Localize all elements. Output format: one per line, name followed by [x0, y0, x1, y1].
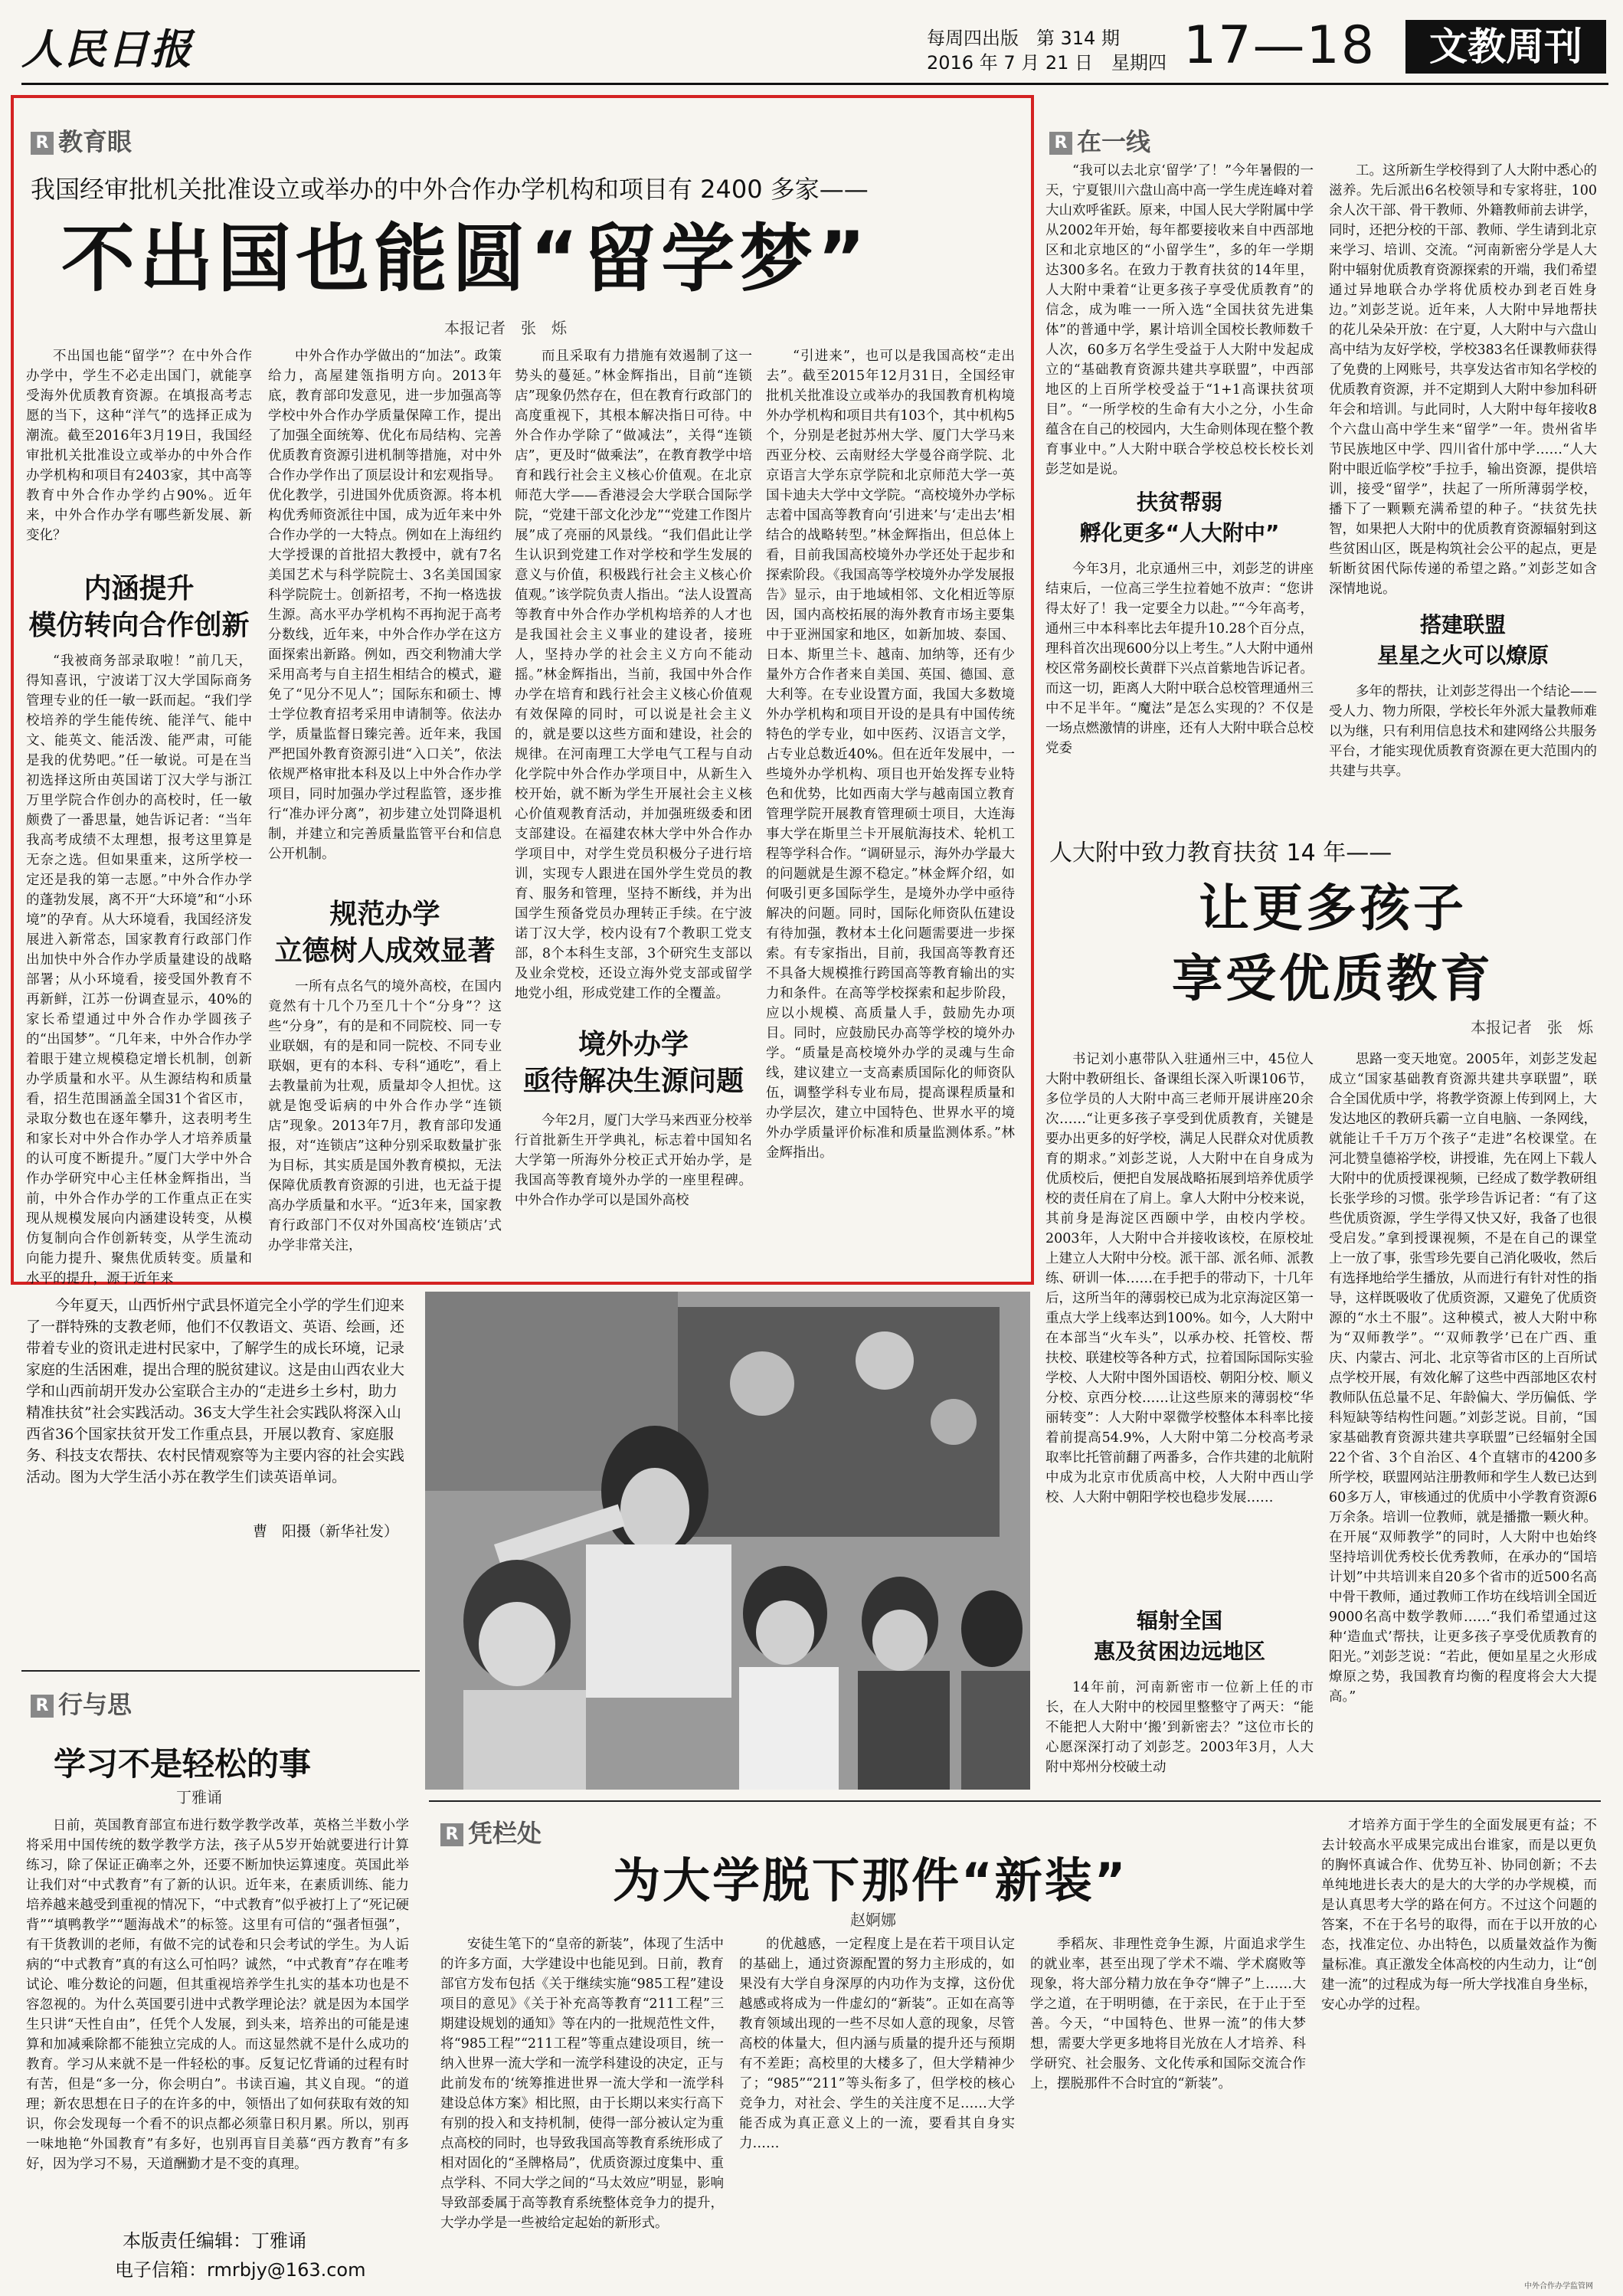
masthead-issue: 第 314 期 [1036, 28, 1120, 49]
lead-subhead-3: 境外办学 亟待解决生源问题 [522, 1029, 744, 1097]
watermark-footnote: 中外合作办学监管网 [1524, 2282, 1593, 2291]
lead-col3-body: 而且采取有力措施有效遏制了这一势头的蔓延。”林金辉指出，目前“连锁店”现象仍然存在，但在教育行政部门的高度重视下，其根本解决指日可待。中外合作办学除了“做减法”，关得“连锁店”，更及时“做乘法”，在教育教学中培育和践行社会主义核心价值观。在北京师范大学——香港浸会大学联合国际学院，“党建干部文化沙龙”“党建工作图片展”成了亮丽的风景线。“我们倡此让学生认识到党建工作对学校和学生发展的意义与价值，积极践行社会主义核心价值观。”该学院负责人指出。“法人设置高等教育中外合作办学机构培养的人才也是我国社会主义事业的建设者，接班人，坚持办学的社会主义方向不能动摇。”林金辉指出，当前，我国中外合作办学在培育和践行社会主义核心价值观有效保障的同时，可以说是社会主义的，就是要以这些方面和建设，社会的规律。在河南理工大学电气工程与自动化学院中外合作办学项目中，从新生入校开始，就不断为学生开展社会主义核心价值观教育活动，并加强班级委和团支部建设。在福建农林大学中外合作办学项目中，对学生党员积极分子进行培训，实现专人跟进在国外学生党员的教育、服务和管理，坚持不断线，并为出国学生预备党员办理转正手续。在宁波诺丁汉大学，校内设有7个教职工党支部，8个本科生支部，3个研究生支部以及业余党校，还设立海外党支部或留学地党小组，形成党建工作的全覆盖。 [515, 349, 752, 1001]
right-subhead-b: 搭建联盟 星星之火可以燎原 [1376, 612, 1549, 668]
bottom-left-byline: 丁雅诵 [176, 1788, 222, 1806]
masthead-date: 2016 年 7 月 21 日 星期四 [927, 52, 1167, 74]
right-subhead-c: 辐射全国 惠及贫困边远地区 [1093, 1608, 1265, 1664]
bottom-left-rule [21, 1670, 420, 1672]
r-badge-icon: R [440, 1823, 463, 1846]
r-badge-icon: R [1049, 132, 1072, 155]
right-colD-body: 思路一变天地宽。2005年，刘彭芝发起成立“国家基础教育资源共建共享联盟”，联合全国优质中学，将教学资源上传到网上，大发达地区的教研兵霸一立自电脑、一条网线，就能让千千万万个孩子“走进”名校课堂。在河北赞皇德裕学校，讲授谁，先在网上下载人大附中的优质授课视频，已经成了数学教研组长张学珍的习惯。张学珍告诉记者：“有了这些优质资源，学生学得又快又好，我备了也很受启发。”拿到授课视频，不是在自己的课堂上一放了事，张雪珍先要自己消化吸收，然后有选择地给学生播放，从而进行有针对性的指导，这样既吸收了优质资源，又避免了优质资源的“水土不服”。这种模式，被人大附中称为“双师教学”。“‘双师教学’已在广西、重庆、内蒙古、河北、北京等省市区的上百所试点学校开展，有效化解了这些中西部地区农村教师队伍总量不足、年龄偏大、学历偏低、学科短缺等结构性问题。”刘彭芝说。目前，“国家基础教育资源共建共享联盟”已经辐射全国22个省、3个自治区、4个直辖市的4200多所学校，联盟网站注册教师和学生人数已达到60多万人，审核通过的优质中小学教育资源6万余条。培训一位教师，就是播撒一颗火种。在开展“双师教学”的同时，人大附中也始终坚持培训优秀校长优秀教师，在承办的“国培计划”中共培训来自20多个省市的近500名高中骨干教师，通过教师工作坊在线培训全国近9000名高中数学教师……“我们希望通过这种‘造血式’帮扶，让更多孩子享受优质教育的阳光。”刘彭芝说：“若此，便如星星之火形成燎原之势，我国教育均衡的程度将会大大提高。” [1329, 1052, 1597, 1705]
classroom-photo-image [425, 1292, 1030, 1790]
section-tag: 文教周刊 [1405, 20, 1606, 74]
lead-kicker: 我国经审批机关批准设立或举办的中外合作办学机构和项目有 2400 多家—— [31, 175, 869, 204]
lead-col4-body: “引进来”，也可以是我国高校“走出去”。截至2015年12月31日，全国经审批机关批准设立或举办的我国教育机构境外办学机构和项目共有103个，其中机构5个，分别是老挝苏州大学、厦门大学马来西亚分校、云南财经大学曼谷商学院、北京语言大学东京学院和北京师范大学一英国卡迪夫大学中文学院。“高校境外办学标志着中国高等教育向‘引进来’与‘走出去’相结合的战略转型。”林金辉指出，但总体上看，目前我国高校境外办学还处于起步和探索阶段。《我国高等学校境外办学发展报告》显示，由于地域相邻、文化相近等原因，国内高校拓展的海外教育市场主要集中于亚洲国家和地区，如新加坡、泰国、日本、斯里兰卡、越南、加纳等，还有少量外方合作者来自美国、英国、德国、意大利等。在专业设置方面，我国大多数境外办学机构和项目开设的是具有中国传统特色的学专业，如中医药、汉语言文学，占专业总数近40%。但在近年发展中，一些境外办学机构、项目也开始发挥专业特色和优势，比如西南大学与越南国立教育管理学院开展教育管理硕士项目，大连海事大学在斯里兰卡开展航海技术、轮机工程等学科合作。“调研显示，海外办学最大的问题就是生源不稳定。”林金辉介绍，如何吸引更多国际学生，是境外办学中亟待解决的问题。同时，国际化师资队伍建设有待加强，教材本土化问题需要进一步探索。有专家指出，目前，我国高等教育还不具备大规模推行跨国高等教育输出的实力和条件。在高等学校探索和起步阶段，应以小规模、高质量人手，鼓励先办项目。同时，应鼓励民办高等学校的境外办学。“质量是高校境外办学的灵魂与生命线，建议建立一支高素质国际化的师资队伍，调整学科专业布局，提高课程质量和办学层次，建立中国特色、世界水平的境外办学质量评价标准和质量监测体系。”林金辉指出。 [766, 349, 1015, 1161]
photo-credit: 曹 阳摄（新华社发） [253, 1523, 399, 1540]
lead-col1-body: “我被商务部录取啦！”前几天，得知喜讯，宁波诺丁汉大学国际商务管理专业的任一敏一跃而起。“我们学校培养的学生能传统、能洋气、能中文、能英文、能活泼、能严肃，可能是我的优势吧。”任一敏说。可是在当初选择这所由英国诺丁汉大学与浙江万里学院合作创办的高校时，任一敏颇费了一番思量，她告诉记者：“当年我高考成绩不太理想，报考这里算是无奈之选。但如果重来，这所学校一定还是我的第一志愿。”中外合作办学的蓬勃发展，离不开“大环境”和“小环境”的孕育。从大环境看，我国经济发展进入新常态，国家教育行政部门作出加快中外合作办学质量建设的战略部署；从小环境看，接受国外教育不再新鲜，江苏一份调查显示，40%的家长希望通过中外合作办学圆孩子的“出国梦”。“几年来，中外合作办学着眼于建立规模稳定增长机制，创新办学质量和水平。从生源结构和质量看，招生范围涵盖全国31个省区市，录取分数也在逐年攀升，这表明考生和家长对中外合作办学人才培养质量的认可度不断提升。”厦门大学中外合作办学研究中心主任林金辉指出，当前，中外合作办学的工作重点正在实现从规模发展向内涵建设转变，从模仿复制向合作创新转变，从学生流动向能力提升、聚焦优质转变。质量和水平的提升，源于近年来 [26, 653, 252, 1286]
bottom-right-rule [429, 1800, 1601, 1802]
lead-col2-body: 中外合作办学做出的“加法”。政策给力，高屋建瓴指明方向。2013年底，教育部印发意见，进一步加强高等学校中外合作办学质量保障工作，提出了加强全面统筹、优化布局结构、完善优质教育资源引进机制等措施，对中外合作办学作出了顶层设计和宏观指导。优化教学，引进国外优质资源。将本机构优秀师资派往中国，成为近年来中外合作办学的一大特点。例如在上海纽约大学授课的首批招大教授中，就有7名美国艺术与科学院院士、3名美国国家科学院院士。创新招考，不拘一格选拔生源。高水平办学机构不再拘泥于高考分数线，近年来，中外合作办学在这方面探索出新路。例如，西交利物浦大学采用高考与自主招生相结合的模式，避免了“见分不见人”；国际东和硕士、博士学位教育招考采用申请制等。依法办学，质量监督日臻完善。近年来，我国严把国外教育资源引进“入口关”，依法依规严格审批本科及以上中外合作办学项目，同时加强办学过程监管，逐步推行“准办评分离”，初步建立处罚降退机制，并建立和完善质量监管平台和信息公开机制。 [268, 349, 502, 862]
bottom-left-column-label: 行与思 [58, 1690, 133, 1719]
bottom-right-byline: 赵婀娜 [850, 1911, 896, 1929]
right-colB2-body: 多年的帮扶，让刘彭芝得出一个结论——受人力、物力所限，学校长年外派大量教师难以为继，只有利用信息技术和建网络公共服务平台，才能实现优质教育资源在更大范围内的共建与共享。 [1329, 684, 1597, 779]
photo-caption: 今年夏天，山西忻州宁武县怀道完全小学的学生们迎来了一群特殊的支教老师，他们不仅教语文、英语、绘画，还带着专业的资讯走进村民家中，了解学生的成长环境，记录家庭的生活困难，提出合理的脱贫建议。这是由山西农业大学和山西前胡开发办公室联合主办的“走进乡土乡村，助力精准扶贫”社会实践活动。36支大学生社会实践队将深入山西省36个国家扶贫开发工作重点县，开展以教育、家庭服务、科技支农帮扶、农村民情观察等为主要内容的社会实践活动。图为大学生活小苏在教学生们读英语单词。 [26, 1297, 405, 1485]
right-column-label: 在一线 [1077, 127, 1151, 156]
right-colB-body: 工。这所新生学校得到了人大附中悉心的滋养。先后派出6名校领导和专家将驻，100余人次干部、骨干教师、外籍教师前去讲学，同时，还把分校的干部、教师、学生请到北京来学习、培训、交流。“河南新密分学是人大附中辐射优质教育资源探索的开端，我们希望通过异地联合办学将优质校办到老百姓身边。”刘彭芝说。近年来，人大附中异地帮扶的花儿朵朵开放：在宁夏，人大附中与六盘山高中结为友好学校，学校383名任课教师获得了免费的上网账号，共享发达省市知名学校的优质教育资源，并不定期到人大附中参加科研年会和培训。与此同时，人大附中每年接收8个六盘山高中学生来“留学”一年。贵州省毕节民族地区中学、四川省什邡中学……“人大附中眼近临学校”手拉手，输出资源，提供培训，接受“留学”，扶起了一所所薄弱学校，播下了一颗颗充满希望的种子。“扶贫先扶智，如果把人大附中的优质教育资源辐射到这些贫困山区，既是构筑社会公平的起点，更是斩断贫困代际传递的希望之路。”刘彭芝如含深情地说。 [1329, 163, 1597, 597]
bottom-right-title: 为大学脱下那件“新装” [613, 1852, 1128, 1908]
lead-col3-body-b: 今年2月，厦门大学马来西亚分校举行首批新生开学典礼，标志着中国知名大学第一所海外分校正式开始办学，是我国高等教育境外办学的一座里程碑。中外合作办学可以是国外高校 [515, 1113, 752, 1208]
lead-byline: 本报记者 张 烁 [444, 319, 567, 337]
bottom-left-body: 日前，英国教育部宣布进行数学教学改革，英格兰半数小学将采用中国传统的数学教学方法，孩子从5岁开始就要进行计算练习，除了保证正确率之外，还要不断加快运算速度。英国此举让我们对“中式教育”有了新的认识。近年来，在素质训练、能力培养越来越受到重视的情况下，“中式教育”似乎被打上了“死记硬背”“填鸭教学”“题海战术”的标签。这里有可信的“强者恒强”，有干货教训的老师，有做不完的试卷和只会考试的学生。为人诟病的“中式教育”真的有这么可怕吗？诚然，“中式教育”存在唯考试论、唯分数论的问题，但其重视培养学生扎实的基本功也是不容忽视的。为什么英国要引进中式教学理论法？就是因为本国学生只讲“天性自由”，任凭个人发展，到头来，培养出的可能是速算和加减乘除都不能独立完成的人。而这显然就不是什么成功的教育。学习从来就不是一件轻松的事。反复记忆背诵的过程有时有苦，但是“多一分，你会明白”。书读百遍，其义自现。“的道理；新农思想在日子的在许多的中，领悟出了如何获取有效的知识，你会发现每一个看不的识点都必须靠日积月累。所以，别再一味地艳“外国教育”有多好，也别再盲目美慕“西方教育”有多好，因为学习不易，天道酬勤才是不变的真理。 [26, 1818, 409, 2172]
bottom-right-body-2: 的优越感，一定程度上是在若干项目认定的基础上，通过资源配置的努力主形成的，如果没有大学自身深厚的内功作为支撑，这份优越感或将成为一件虚幻的“新装”。正如在高等教育领域出现的一些不尽如人意的现象，尽管高校的体量大，但内涵与质量的提升还与预期有不差距；高校里的大楼多了，但大学精神少了；“985”“211”等头衔多了，但学校的核心竞争力，对社会、学生的关注度不足……大学能否成为真正意义上的一流，要看其自身实力…… [739, 1937, 1015, 2151]
lead-title: 不出国也能圆“留学梦” [61, 216, 871, 302]
r-badge-icon: R [31, 1695, 54, 1718]
lead-col2-body-b: 一所有点名气的境外高校，在国内竟然有十几个乃至几十个“分身”？这些“分身”，有的是和不同院校、同一专业联姻，有的是和同一院校、不同专业联姻，更有的本科、专科“通吃”，看上去教量前为壮观，质量却令人担忧。这就是饱受诟病的中外合作办学“连锁店”现象。2013年7月，教育部印发通报，对“连锁店”这种分别采取数量扩张为目标，其实质是国外教育模拟，无法保障优质教育资源的引进，也无益于提高办学质量和水平。“近3年来，国家教育行政部门不仅对外国高校‘连锁店’式办学非常关注， [268, 979, 502, 1253]
lead-column-head [31, 123, 132, 158]
right-column-head [1049, 123, 1150, 158]
editor-email: 电子信箱：rmrbjy@163.com [115, 2259, 366, 2281]
masthead-schedule: 每周四出版 [927, 28, 1019, 49]
masthead-schedule-issue [927, 23, 1120, 50]
right-colC-body: 书记刘小惠带队入驻通州三中，45位人大附中教研组长、备课组长深入听课106节，多位学员的人大附中高三老师开展讲座20余次……“让更多孩子享受到优质教育，关键是要办出更多的好学校，满足人民群众对优质教育的期求。”刘彭芝说，人大附中在自身成为优质校后，便把自发展战略拓展到培养优质学校的责任肩在了肩上。拿人大附中分校来说，其前身是海淀区西颐中学，由校内学校。2003年，人大附中合并接收该校，在原校址上建立人大附中分校。派干部、派名师、派教练、研训一体……在手把手的带动下，十几年后，这所当年的薄弱校已成为北京海淀区第一重点大学上线率达到100%。如今，人大附中在本部当“火车头”，以承办校、托管校、帮扶校、联建校等各种方式，拉着国际国际实验学校、人大附中图外国语校、朝阳分校、顺义分校、京西分校……让这些原来的薄弱校“华丽转变”：人大附中翠微学校整体本科率比接着前提高54.9%，人大附中第二分校高考录取率比托管前翻了两番多，合作共建的北航附中成为北京市优质高中校，人大附中西山学校、人大附中朝阳学校也稳步发展…… [1045, 1052, 1314, 1505]
bottom-right-body-3: 季稻灰、非理性竞争生源，片面追求学生的就业率，甚至出现了学术不端、学术腐败等现象，将大部分精力放在争夺“牌子”上……大学之道，在于明明德，在于亲民，在于止于至善。今天，“中国特色、世界一流”的伟大梦想，需要大学更多地将目光放在人才培养、科学研究、社会服务、文化传承和国际交流合作上，摆脱那件不合时宜的“新装”。 [1030, 1937, 1306, 2091]
lead-col1-intro: 不出国也能“留学”？在中外合作办学中，学生不必走出国门，就能享受海外优质教育资源。在填报高考志愿的当下，这种“洋气”的选择正成为潮流。截至2016年3月19日，我国经审批机关批准设立或举办的中外合作办学机构和项目有2403家，其中高等教育中外合作办学约占90%。近年来，中外合作办学有哪些新发展、新变化？ [26, 349, 252, 543]
right-colA2-body: 今年3月，北京通州三中，刘彭芝的讲座结束后，一位高三学生拉着她不放声：“您讲得太好了！我一定要全力以赴。”“今年高考，通州三中本科率比去年提升10.28个百分点，理科首次出现600分以上考生。”人大附中通州校区常务副校长黄群下兴点首紫地告诉记者。而这一切，距离人大附中联合总校管理通州三中不足半年。“魔法”是怎么实现的？不仅是一场点燃激情的讲座，还有人大附中联合总校党委 [1045, 562, 1314, 756]
masthead-rule [21, 83, 1608, 85]
lead-column-label: 教育眼 [58, 127, 133, 156]
masthead-logo: 人民日报 [21, 25, 193, 74]
bottom-right-column-label: 凭栏处 [468, 1819, 542, 1848]
classroom-photo [425, 1292, 1030, 1790]
masthead-pages: 17—18 [1183, 15, 1376, 76]
lead-subhead-1: 内涵提升 模仿转向合作创新 [28, 573, 250, 641]
bottom-right-column-head [440, 1814, 542, 1849]
right-colC2-body: 14年前，河南新密市一位新上任的市长，在人大附中的校园里整整守了两天：“能不能把人大附中‘搬’到新密去？”这位市长的心愿深深打动了刘彭芝。2003年3月，人大附中郑州分校破土动 [1045, 1680, 1314, 1775]
bottom-left-title: 学习不是轻松的事 [54, 1745, 312, 1783]
right-kicker: 人大附中致力教育扶贫 14 年—— [1049, 840, 1392, 866]
bottom-right-body-1: 安徒生笔下的“皇帝的新装”，体现了生活中的许多方面，大学建设中也能见到。日前，教育部官方发布包括《关于继续实施“985工程”建设项目的意见》《关于补充高等教育“211工程”三期建设规划的通知》等在内的一批规范性文件，将“985工程”“211工程”等重点建设项目，统一纳入世界一流大学和一流学科建设的决定，正与此前发布的‘统筹推进世界一流大学和一流学科建设总体方案》相比照，由于长期以来实行高下有别的投入和支持机制，使得一部分被认定为重点高校的同时，也导致我国高等教育系统形成了相对固化的“圣牌格局”，优质资源过度集中、重点学科、不同大学之间的“马太效应”明显，影响导致部委属于高等教育系统整体竞争力的提升，大学办学是一些被给定起始的新形式。 [440, 1937, 724, 2231]
right-title: 让更多孩子 享受优质教育 [1172, 879, 1494, 1008]
right-byline: 本报记者 张 烁 [1471, 1018, 1593, 1037]
r-badge-icon: R [31, 132, 54, 155]
right-colA-body: “我可以去北京‘留学’了！”今年暑假的一天，宁夏银川六盘山高中高一学生虎连峰对着大山欢呼雀跃。原来，中国人民大学附属中学从2002年开始，每年都要接收来自中西部地区和北京地区的“小留学生”，多的年一学期达300多名。在致力于教育扶贫的14年里，人大附中秉着“让更多孩子享受优质教育”的信念，成为唯一一所入选“全国扶贫先进集体”的普通中学，累计培训全国校长教师数千人次，60多万名学生受益于人大附中发起成立的“基础教育资源共建共享联盟”，中西部地区的上百所学校受益于“1+1高课扶贫项目”。“一所学校的生命有大小之分，小生命蕴含在自己的校园内，大生命则体现在整个教育事业中。”人大附中联合学校总校长校长刘彭芝如是说。 [1045, 163, 1314, 477]
lead-subhead-2: 规范办学 立德树人成效显著 [274, 899, 496, 967]
editor-line: 本版责任编辑：丁雅诵 [123, 2230, 306, 2252]
bottom-right-body-4: 才培养方面于学生的全面发展更有益；不去计较高水平成果完成出台谁家，而是以更负的胸怀真诚合作、优势互补、协同创新；不去单纯地进长表大的是大的大学的办学规模，而是认真思考大学的路在何方。不过这个问题的答案，不在于名号的取得，而在于以开放的心态，找准定位、办出特色，以质量效益作为衡量标准。真正激发全体高校的内生动力，让“创建一流”的过程成为每一所大学找准自身坐标，安心办学的过程。 [1321, 1818, 1597, 2013]
right-subhead-a: 扶贫帮弱 孵化更多“人大附中” [1079, 490, 1280, 545]
bottom-left-column-head [31, 1685, 132, 1721]
